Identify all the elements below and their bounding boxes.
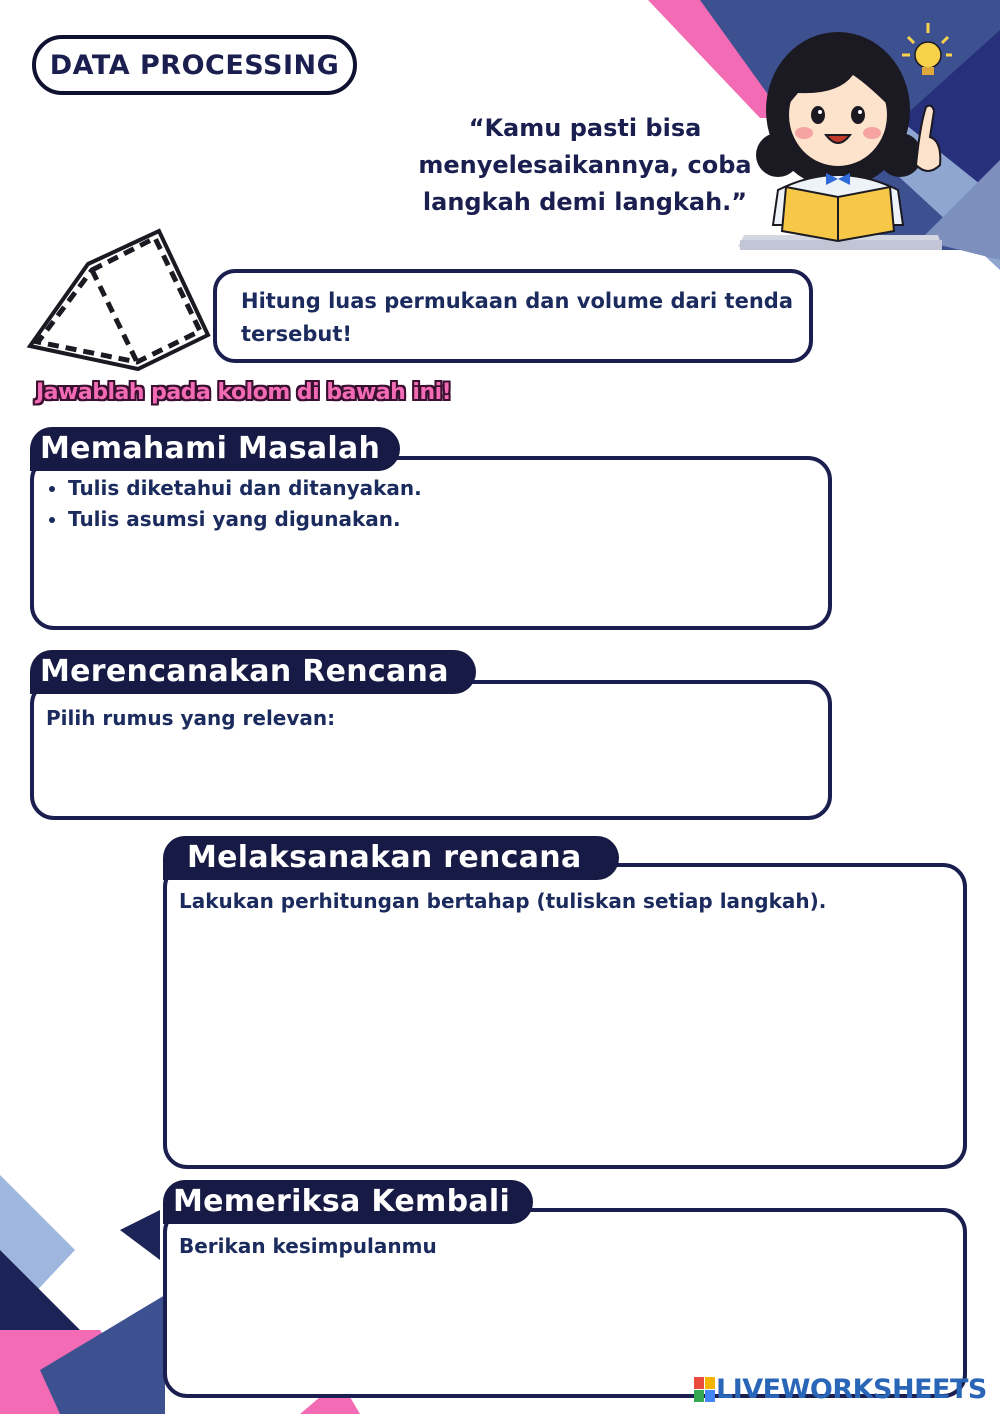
task-box xyxy=(213,269,813,363)
motivational-quote: “Kamu pasti bisa menyelesaikannya, coba langkah demi langkah.” xyxy=(418,114,752,216)
section-title-execute: Melaksanakan rencana xyxy=(163,836,619,880)
girl-reading-illustration xyxy=(738,15,953,255)
execute-prompt: Lakukan perhitungan bertahap (tuliskan setiap langkah). xyxy=(179,889,827,913)
watermark-text: LIVEWORKSHEETS xyxy=(716,1374,987,1405)
section-title-understand: Memahami Masalah xyxy=(30,427,400,471)
liveworksheets-logo-icon xyxy=(694,1377,716,1403)
section-title-plan: Merencanakan Rencana xyxy=(30,650,476,694)
answer-box-plan[interactable] xyxy=(30,680,832,820)
page-title: DATA PROCESSING xyxy=(32,35,357,95)
liveworksheets-watermark xyxy=(694,1374,987,1405)
task-text: Hitung luas permukaan dan volume dari tenda tersebut! xyxy=(241,289,793,346)
list-item: • Tulis asumsi yang digunakan. xyxy=(68,504,422,535)
answer-instruction: Jawablah pada kolom di bawah ini! xyxy=(36,380,452,405)
list-item: • Tulis diketahui dan ditanyakan. xyxy=(68,473,422,504)
review-prompt: Berikan kesimpulanmu xyxy=(179,1234,437,1258)
tent-net-diagram xyxy=(20,222,220,377)
understand-instructions xyxy=(44,473,422,535)
plan-prompt: Pilih rumus yang relevan: xyxy=(46,706,336,730)
navy-small-triangle xyxy=(120,1210,160,1260)
section-title-review: Memeriksa Kembali xyxy=(163,1180,533,1224)
